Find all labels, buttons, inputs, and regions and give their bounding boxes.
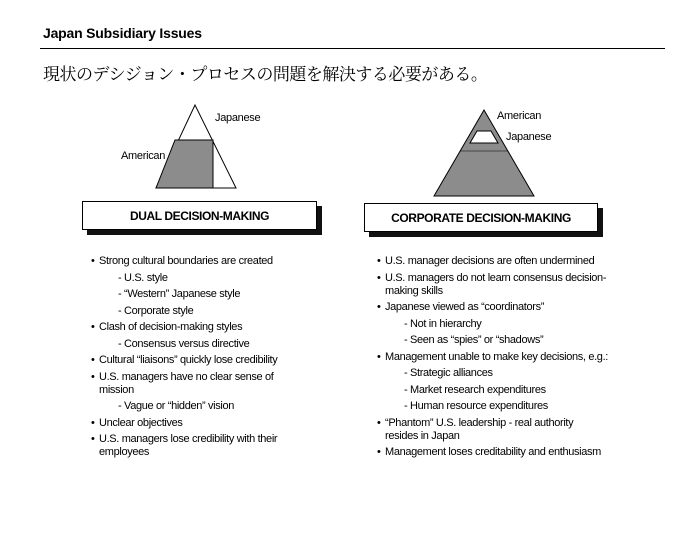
list-item: • “Phantom” U.S. leadership - real authority resides in Japan bbox=[377, 417, 595, 443]
list-item: • U.S. manager decisions are often undermined bbox=[377, 255, 627, 268]
list-subitem: - Strategic alliances bbox=[404, 367, 493, 379]
page-subtitle: 現状のデシジョン・プロセスの問題を解決する必要がある。 bbox=[43, 65, 488, 85]
right-pyramid-japanese-label: Japanese bbox=[506, 131, 552, 143]
left-bullet-list bbox=[91, 255, 313, 463]
list-subitem: - Corporate style bbox=[118, 304, 194, 317]
dual-decision-making-box bbox=[82, 201, 317, 230]
right-pyramid-outline bbox=[434, 110, 534, 196]
right-bullet-list bbox=[377, 255, 627, 463]
left-pyramid-american-segment bbox=[156, 140, 213, 188]
list-subitem: - “Western” Japanese style bbox=[118, 288, 241, 300]
list-item: • U.S. managers lose credibility with their employees bbox=[91, 433, 304, 459]
dual-decision-making-title: DUAL DECISION-MAKING bbox=[129, 208, 270, 223]
right-pyramid-american-label: American bbox=[497, 110, 542, 122]
list-subitem: - Not in hierarchy bbox=[404, 317, 482, 330]
corporate-decision-making-box bbox=[364, 203, 598, 232]
list-subitem: - Seen as “spies” or “shadows” bbox=[404, 334, 544, 346]
left-pyramid-american-label: American bbox=[121, 150, 166, 162]
list-subitem: - Market research expenditures bbox=[404, 383, 546, 396]
list-item: • Cultural “liaisons” quickly lose credibility bbox=[91, 354, 313, 367]
list-item: • Japanese viewed as “coordinators” bbox=[377, 301, 627, 314]
left-pyramid-japanese-label: Japanese bbox=[215, 112, 261, 124]
right-pyramid bbox=[434, 110, 534, 196]
page-title: Japan Subsidiary Issues bbox=[43, 25, 202, 41]
list-item: • Strong cultural boundaries are created bbox=[91, 255, 313, 268]
list-item: • Management loses creditability and enthusiasm bbox=[377, 446, 627, 459]
list-subitem: - U.S. style bbox=[118, 271, 168, 284]
list-item: • U.S. managers have no clear sense of mission bbox=[91, 371, 299, 397]
corporate-decision-making-title: CORPORATE DECISION-MAKING bbox=[391, 210, 571, 225]
list-item: • Unclear objectives bbox=[91, 417, 313, 430]
list-item: • Clash of decision-making styles bbox=[91, 321, 313, 334]
list-subitem: - Vague or “hidden” vision bbox=[118, 400, 235, 412]
list-item: • Management unable to make key decisions, e.g.: bbox=[377, 351, 627, 364]
list-subitem: - Human resource expenditures bbox=[404, 400, 548, 412]
list-subitem: - Consensus versus directive bbox=[118, 337, 250, 350]
list-item: • U.S. managers do not learn consensus decision-making skills bbox=[377, 272, 623, 298]
